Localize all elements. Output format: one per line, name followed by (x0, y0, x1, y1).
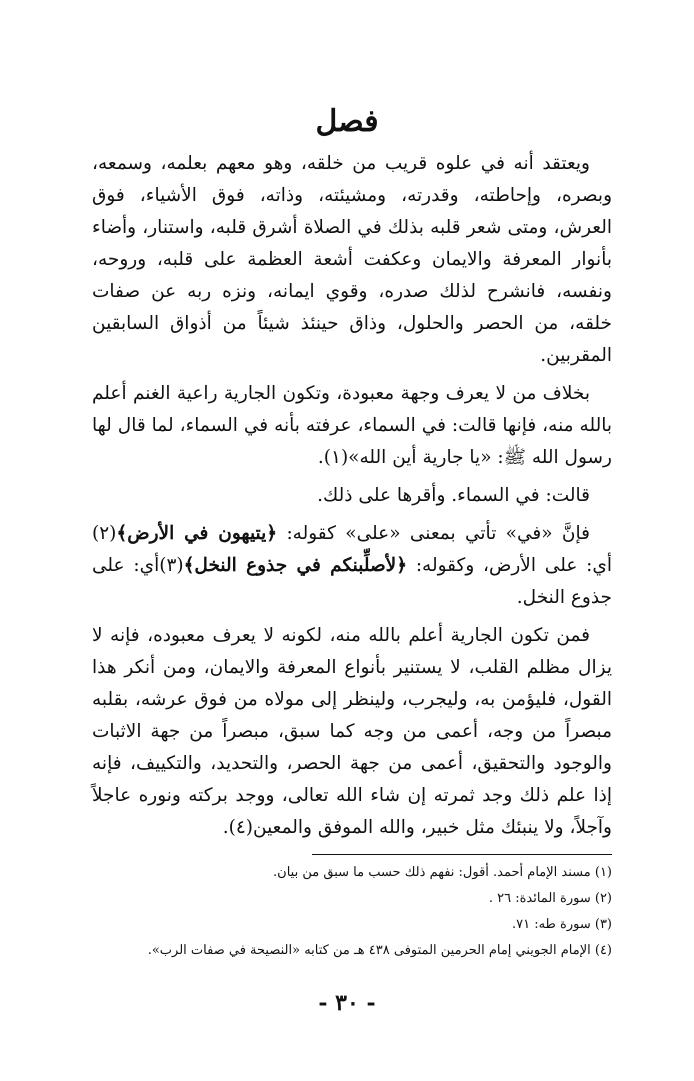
main-text (92, 148, 612, 850)
quran-verse-2: ﴿لأصلِّبنكم في جذوع النخل﴾ (183, 555, 408, 576)
footnote-3: (٣) سورة طه: ٧١. (511, 917, 612, 932)
footnote-divider (312, 854, 612, 855)
paragraph-4-part-1: فإنَّ «في» تأتي بمعنى «على» كقوله: (277, 523, 590, 544)
footnote-4: (٤) الإمام الجويني إمام الحرمين المتوفى ٤٣٨ هـ من كتابه «النصيحة في صفات الرب». (147, 943, 612, 958)
paragraph-5: فمن تكون الجارية أعلم بالله منه، لكونه لا يعرف معبوده، فإنه لا يزال مظلم القلب، لا يستنير بأنواع المعرفة والايمان، ومن أنكر هذا القول، فليؤمن به، وليجرب، ولينظر إلى مولاه من فوق عرشه، بقلبه مبصراً من وجه، أعمى من وجه كما سبق، مبصراً من جهة الاثبات والوجود والتحقيق، أعمى من جهة الحصر، والتحديد، والتكييف، فإنه إذا علم ذلك وجد ثمرته إن شاء الله تعالى، ووجد بركته ونوره عاجلاً وآجلاً، ولا ينبئك مثل خبير، والله الموفق والمعين(٤). (92, 625, 612, 838)
footnote-2: (٢) سورة المائدة: ٢٦ . (488, 891, 612, 906)
section-title: فصل (315, 104, 379, 139)
paragraph-4-part-2: (٢) أي: على الأرض، وكقوله: (92, 523, 612, 576)
paragraph-1: ويعتقد أنه في علوه قريب من خلقه، وهو معهم بعلمه، وسمعه، وبصره، وإحاطته، وقدرته، ومشيئته، وذاته، فوق الأشياء، فوق العرش، ومتى شعر قلبه بذلك في الصلاة أشرق قلبه، واستنار، وأضاء بأنوار المعرفة والايمان وعكفت أشعة العظمة على قلبه، وروحه، ونفسه، فانشرح لذلك صدره، وقوي ايمانه، ونزه ربه عن صفات خلقه، من الحصر والحلول، وذاق حينئذ شيئاً من أذواق السابقين المقربين. (92, 153, 612, 366)
footnotes (92, 860, 612, 964)
footnote-1: (١) مسند الإمام أحمد. أقول: نفهم ذلك حسب ما سبق من بيان. (273, 865, 612, 880)
paragraph-4 (92, 518, 612, 614)
paragraph-3: قالت: في السماء. وأقرها على ذلك. (317, 485, 590, 506)
paragraph-4-part-3: (٣)أي: على جذوع النخل. (92, 555, 612, 608)
paragraph-2: بخلاف من لا يعرف وجهة معبودة، وتكون الجارية راعية الغنم أعلم بالله منه، فإنها قالت: في السماء، عرفته بأنه في السماء، لما قال لها رسول الله ﷺ: «يا جارية أين الله»(١). (92, 383, 612, 468)
quran-verse-1: ﴿يتيهون في الأرض﴾ (116, 523, 278, 544)
page-number: - ٣٠ - (318, 990, 376, 1016)
